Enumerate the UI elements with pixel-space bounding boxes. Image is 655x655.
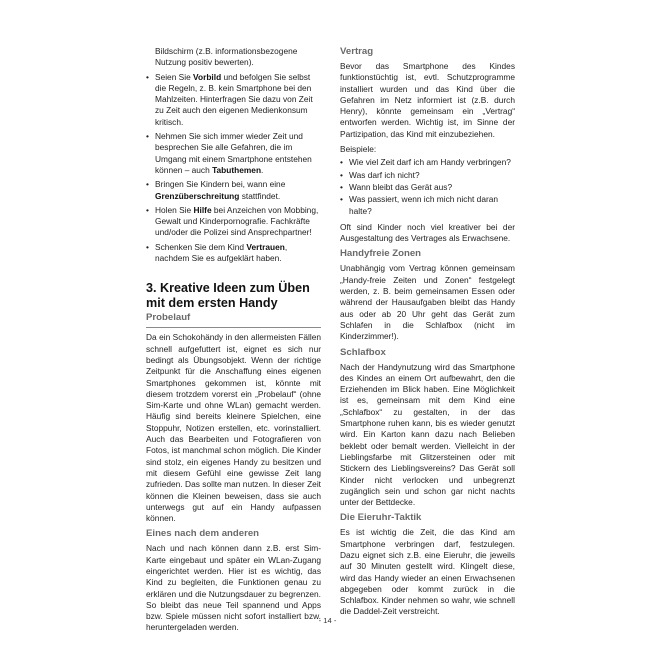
paragraph-probelauf: Da ein Schokohändy in den allermeisten Fällen schnell aufgefuttert ist, eignet es sich nur bedingt als Übungsobjekt. Wenn der richtige Zeitpunkt für die Anschaffung eines eigenen Smartphones gekommen ist, könnte mit diesem trotzdem vorerst ein „Probelauf“ (ohne Sim-Karte und ohne WLan) gemacht werden. Häufig sind bereits kleinere Spielchen, eine Stoppuhr, Notizen erstellen, etc. vorinstalliert. Auch das Bearbeiten und Fotografieren von Fotos, ist manchmal schon möglich. Die Kinder sind stolz, ein eigenes Handy zu besitzen und mit diesem Gefühl eine gewisse Zeit lang zufrieden. Das sollte man nutzen. In dieser Zeit können die Kleinen beweisen, dass sie auch unterwegs gut auf ein Handy aufpassen können. xyxy=(146,332,321,524)
tip-hilfe: • Holen Sie Hilfe bei Anzeichen von Mobbing, Gewalt und Kinderpornografie. Fachkräfte und/oder die Polizei sind Ansprechpartner! xyxy=(146,205,321,239)
contract-questions-list xyxy=(340,157,515,216)
question-item: • Wie viel Zeit darf ich am Handy verbringen? xyxy=(340,157,515,168)
question-item: • Was passiert, wenn ich mich nicht daran halte? xyxy=(340,194,515,217)
paragraph-vertrag: Bevor das Smartphone des Kindes funktionstüchtig ist, evtl. Schutzprogramme installiert wurden und das Kind über die Gefahren im Netz informiert ist (z.B. durch Henry), könnte gemeinsam ein „Vertrag“ entworfen werden. Wichtig ist, im Sinne der Partizipation, das Kind mit einzubeziehen. xyxy=(340,61,515,139)
paragraph-handyfreie-zonen: Unabhängig vom Vertrag können gemeinsam „Handy-freie Zeiten und Zonen“ festgelegt werden, z. B. beim gemeinsamen Essen oder während der Hausaufgaben bleibt das Handy aus oder ab 20 Uhr geht das Gerät zum Schlafen in die Schlafbox (nicht im Kinderzimmer!). xyxy=(340,263,515,342)
paragraph-schlafbox: Nach der Handynutzung wird das Smartphone des Kindes an einem Ort aufbewahrt, den die Erziehenden im Blick haben. Eine Möglichkeit ist es, gemeinsam mit dem Kind eine „Schlafbox“ zu gestalten, in der das Smartphone ruhen kann, bis es wieder genutzt wird. Ein Karton kann dazu nach Belieben beklebt oder bemalt werden. Vielleicht in der Lieblingsfarbe mit Glitzersteinen oder mit Stickern des Lieblingsvereins? Das Gerät soll Kinder nicht verlocken und unbegrenzt zugänglich sein und schon gar nicht nachts unter der Bettdecke. xyxy=(340,361,515,508)
continued-list-item: Bildschirm (z.B. informationsbezogene Nutzung positiv bewerten). xyxy=(155,46,298,68)
question-item: • Wann bleibt das Gerät aus? xyxy=(340,182,515,193)
heading-eieruhr-taktik: Die Eieruhr-Taktik xyxy=(340,512,422,524)
tip-vorbild: • Seien Sie Vorbild und befolgen Sie selbst die Regeln, z. B. kein Smartphone bei den Mahlzeiten. Hinterfragen Sie dazu von Zeit zu Zeit auch den eigenen Medienkonsum kritisch. xyxy=(146,72,321,128)
page-number: - 14 - xyxy=(318,616,337,625)
right-column xyxy=(340,46,515,618)
tips-list xyxy=(146,72,321,265)
paragraph-eines-nach-dem-anderen: Nach und nach können dann z.B. erst Sim-Karte eingebaut und später ein WLan-Zugang eingerichtet werden. Hier ist es wichtig, das Kind zu begleiten, die Funktionen genau zu erklären und die Nutzungsdauer zu begrenzen. So bleibt das neue Teil spannend und Apps bzw. Spiele müssen nicht sofort installiert bzw. heruntergeladen werden. xyxy=(146,543,321,633)
heading-probelauf: Probelauf xyxy=(146,312,191,324)
heading-eines-nach-dem-anderen: Eines nach dem anderen xyxy=(146,528,260,540)
tip-vertrauen: • Schenken Sie dem Kind Vertrauen, nachdem Sie es aufgeklärt haben. xyxy=(146,242,321,265)
question-item: • Was darf ich nicht? xyxy=(340,170,515,181)
tip-grenzueberschreitung: • Bringen Sie Kindern bei, wann eine Grenzüberschreitung stattfindet. xyxy=(146,179,321,202)
heading-schlafbox: Schlafbox xyxy=(340,346,386,358)
examples-label: Beispiele: xyxy=(340,144,377,155)
paragraph-eieruhr-taktik: Es ist wichtig die Zeit, die das Kind am Smartphone verbringen darf, festzulegen. Dazu eignet sich z.B. eine Eieruhr, die jeweils auf 30 Minuten gestellt wird. Klingelt diese, wird das Handy wieder an einen Erwachsenen abgegeben oder kommt zurück in die Schlafbox. Kinder nehmen so wahr, wie schnell die Daddel-Zeit verstreicht. xyxy=(340,527,515,617)
section-divider xyxy=(146,327,321,328)
tip-tabuthemen: • Nehmen Sie sich immer wieder Zeit und besprechen Sie alle Gefahren, die im Umgang mit einem Smartphone entstehen können – auch Tabuthemen. xyxy=(146,131,321,176)
section-title: 3. Kreative Ideen zum Üben mit dem ersten Handy xyxy=(146,281,310,310)
paragraph-contract-note: Oft sind Kinder noch viel kreativer bei der Ausgestaltung des Vertrages als Erwachsene. xyxy=(340,221,515,244)
left-column xyxy=(146,46,321,634)
heading-vertrag: Vertrag xyxy=(340,46,374,57)
heading-handyfreie-zonen: Handyfreie Zonen xyxy=(340,248,422,260)
